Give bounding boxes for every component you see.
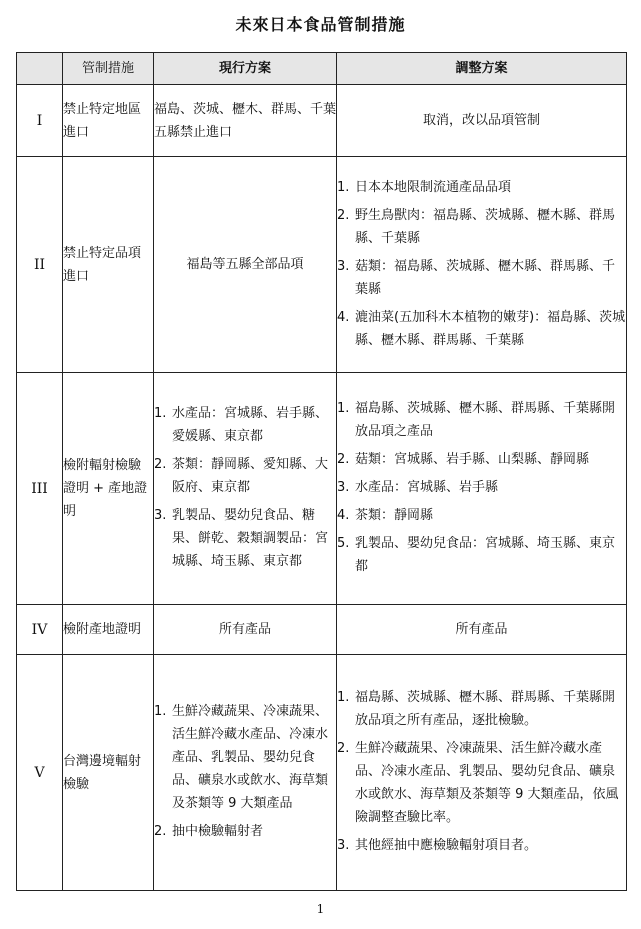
list-item: 2. 生鮮冷藏蔬果、冷凍蔬果、活生鮮冷藏水產品、冷凍水產品、乳製品、嬰幼兒食品、礦泉水或飲水、海草類及茶類等 9 大類產品，依風險調整查驗比率。 [337, 741, 619, 825]
list-item: 2. 野生鳥獸肉：福島縣、茨城縣、櫪木縣、群馬縣、千葉縣 [337, 207, 616, 246]
row-measure: 禁止特定地區進口 [63, 85, 154, 157]
table-header-row [17, 53, 627, 85]
row-current-plan [154, 655, 337, 891]
list-item: 3. 乳製品、嬰幼兒食品、糖果、餅乾、穀類調製品：宮城縣、埼玉縣、東京都 [154, 508, 329, 569]
row-measure: 檢附產地證明 [63, 605, 154, 655]
list-item: 1. 福島縣、茨城縣、櫪木縣、群馬縣、千葉縣開放品項之所有產品，逐批檢驗。 [337, 690, 616, 728]
row-index: III [17, 373, 63, 605]
row-current-plan: 所有產品 [154, 605, 337, 655]
row-current-plan: 福島等五縣全部品項 [154, 157, 337, 373]
row-index: II [17, 157, 63, 373]
adjusted-list [337, 176, 626, 352]
list-item: 3. 水產品：宮城縣、岩手縣 [337, 480, 499, 495]
row-adjusted-plan [337, 655, 627, 891]
row-index: IV [17, 605, 63, 655]
list-item: 5. 乳製品、嬰幼兒食品：宮城縣、埼玉縣、東京都 [337, 536, 616, 574]
list-item: 1. 生鮮冷藏蔬果、冷凍蔬果、活生鮮冷藏水產品、冷凍水產品、乳製品、嬰幼兒食品、礦泉水或飲水、海草類及茶類等 9 大類產品 [154, 704, 329, 811]
list-item: 4. 茶類：靜岡縣 [337, 508, 434, 523]
header-measure: 管制措施 [63, 53, 154, 85]
row-adjusted-plan [337, 373, 627, 605]
row-measure: 台灣邊境輻射檢驗 [63, 655, 154, 891]
list-item: 2. 抽中檢驗輻射者 [154, 824, 264, 839]
current-list [154, 700, 336, 843]
adjusted-list [337, 686, 626, 857]
row-adjusted-plan: 取消，改以品項管制 [337, 85, 627, 157]
header-current-plan: 現行方案 [154, 53, 337, 85]
table-row [17, 157, 627, 373]
row-measure: 檢附輻射檢驗證明 + 產地證明 [63, 373, 154, 605]
list-item: 4. 漉油菜(五加科木本植物的嫩芽)：福島縣、茨城縣、櫪木縣、群馬縣、千葉縣 [337, 309, 626, 348]
list-item: 3. 菇類：福島縣、茨城縣、櫪木縣、群馬縣、千葉縣 [337, 258, 616, 297]
row-current-plan [154, 373, 337, 605]
page-number: 1 [316, 902, 325, 916]
row-adjusted-plan [337, 157, 627, 373]
row-adjusted-plan: 所有產品 [337, 605, 627, 655]
header-index [17, 53, 63, 85]
header-adjusted-plan: 調整方案 [337, 53, 627, 85]
list-item: 1. 福島縣、茨城縣、櫪木縣、群馬縣、千葉縣開放品項之產品 [337, 401, 616, 439]
row-index: I [17, 85, 63, 157]
control-measures-table [16, 52, 627, 891]
list-item: 1. 日本本地限制流通產品品項 [337, 179, 512, 195]
list-item: 2. 茶類：靜岡縣、愛知縣、大阪府、東京都 [154, 457, 329, 495]
row-current-plan: 福島、茨城、櫪木、群馬、千葉五縣禁止進口 [154, 85, 337, 157]
list-item: 2. 菇類：宮城縣、岩手縣、山梨縣、靜岡縣 [337, 452, 590, 467]
list-item: 3. 其他經抽中應檢驗輻射項目者。 [337, 838, 538, 853]
row-index: V [17, 655, 63, 891]
row-measure: 禁止特定品項進口 [63, 157, 154, 373]
list-item: 1. 水產品：宮城縣、岩手縣、愛媛縣、東京都 [154, 406, 329, 444]
current-list [154, 402, 336, 573]
page-title: 未來日本食品管制措施 [235, 15, 406, 34]
table-row [17, 655, 627, 891]
table-row [17, 85, 627, 157]
table-row [17, 373, 627, 605]
adjusted-list [337, 397, 626, 578]
table-row [17, 605, 627, 655]
